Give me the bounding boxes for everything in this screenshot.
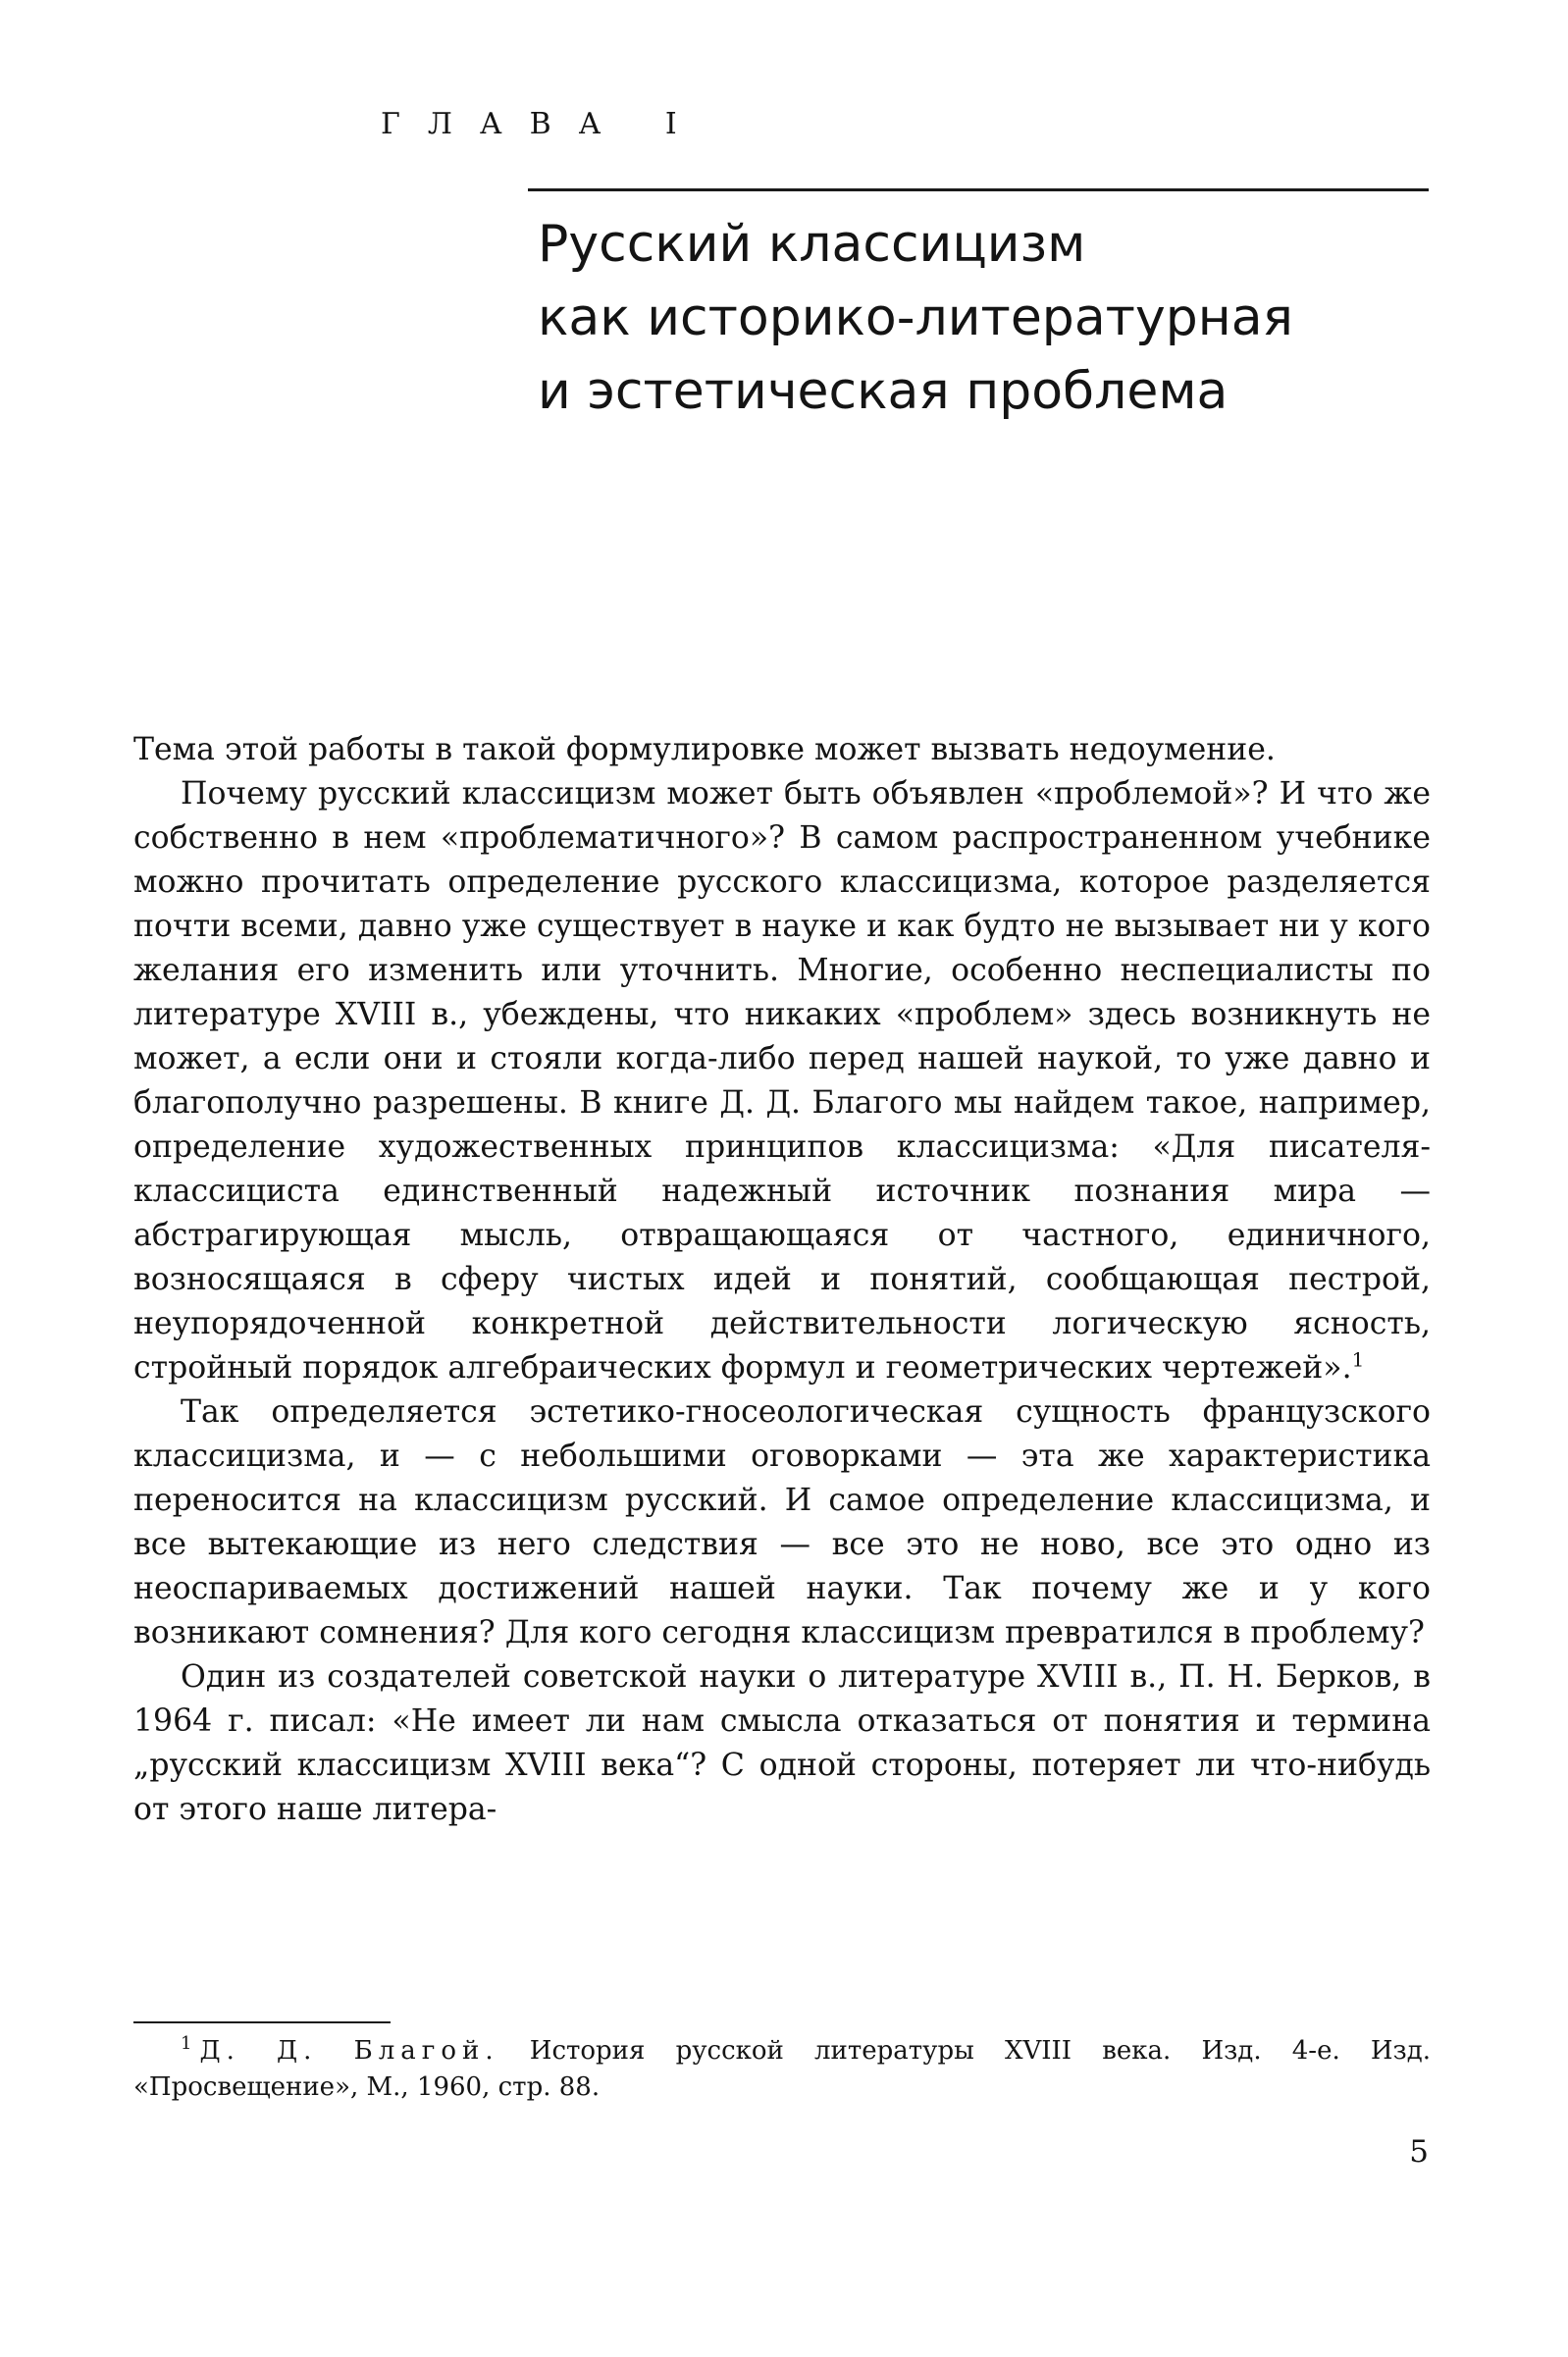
footnote [133,2033,1431,2106]
paragraph-text: Почему русский классицизм может быть объявлен «проблемой»? И что же собственно в нем «проблематичного»? В самом распространенном учебнике можно прочитать определение русского классицизма, которое разделяется почти всеми, давно уже существует в науке и как будто не вызывает ни у кого желания его изменить или уточнить. Многие, особенно неспециалисты по литературе XVIII в., убеждены, что никаких «проблем» здесь возникнуть не может, а если они и стояли когда-либо перед нашей наукой, то уже давно и благополучно разрешены. В книге Д. Д. Благого мы найдем такое, например, определение художественных принципов классицизма: «Для писателя-классициста единственный надежный источник познания мира — абстрагирующая мысль, отвращающаяся от частного, единичного, возносящаяся в сферу чистых идей и понятий, сообщающая пестрой, неупорядоченной конкретной действительности логическую ясность, стройный порядок алгебраических формул и геометрических чертежей». [133,776,1431,1386]
chapter-title [538,208,1421,429]
paragraph [133,1390,1431,1655]
page-number: 5 [1409,2134,1429,2170]
paragraph [133,1655,1431,1832]
paragraph-text: Так определяется эстетико-гносеологическая сущность французского классицизма, и — с небольшими оговорками — эта же характеристика переносится на классицизм русский. И самое определение классицизма, и все вытекающие из него следствия — все это не ново, все это одно из неоспариваемых достижений нашей науки. Так почему же и у кого возникают сомнения? Для кого сегодня классицизм превратился в проблему? [133,1394,1431,1650]
body-text [133,728,1431,1832]
chapter-label: ГЛАВА I [381,107,705,141]
paragraph [133,772,1431,1390]
chapter-title-line: Русский классицизм [538,215,1086,274]
paragraph-text: Один из создателей советской науки о литературе XVIII в., П. Н. Берков, в 1964 г. писал: «Не имеет ли нам смысла отказаться от понятия и термина „русский классицизм XVIII века“? С одной стороны, потеряет ли что-нибудь от этого наше литера- [133,1659,1431,1827]
footnote-author: Д. Д. Благой. [199,2036,499,2066]
footnote-number: 1 [181,2033,192,2055]
paragraph [133,728,1431,772]
chapter-title-line: как историко-литературная [538,288,1293,347]
footnote-divider [133,2021,391,2023]
footnote-text: История русской литературы XVIII века. Изд. 4-е. Изд. «Просвещение», М., 1960, стр. 88. [133,2036,1432,2102]
paragraph-text: Тема этой работы в такой формулировке может вызвать недоумение. [133,732,1276,767]
chapter-title-line: и эстетическая проблема [538,362,1228,421]
chapter-divider [528,188,1429,191]
footnote-reference: 1 [1351,1347,1365,1372]
